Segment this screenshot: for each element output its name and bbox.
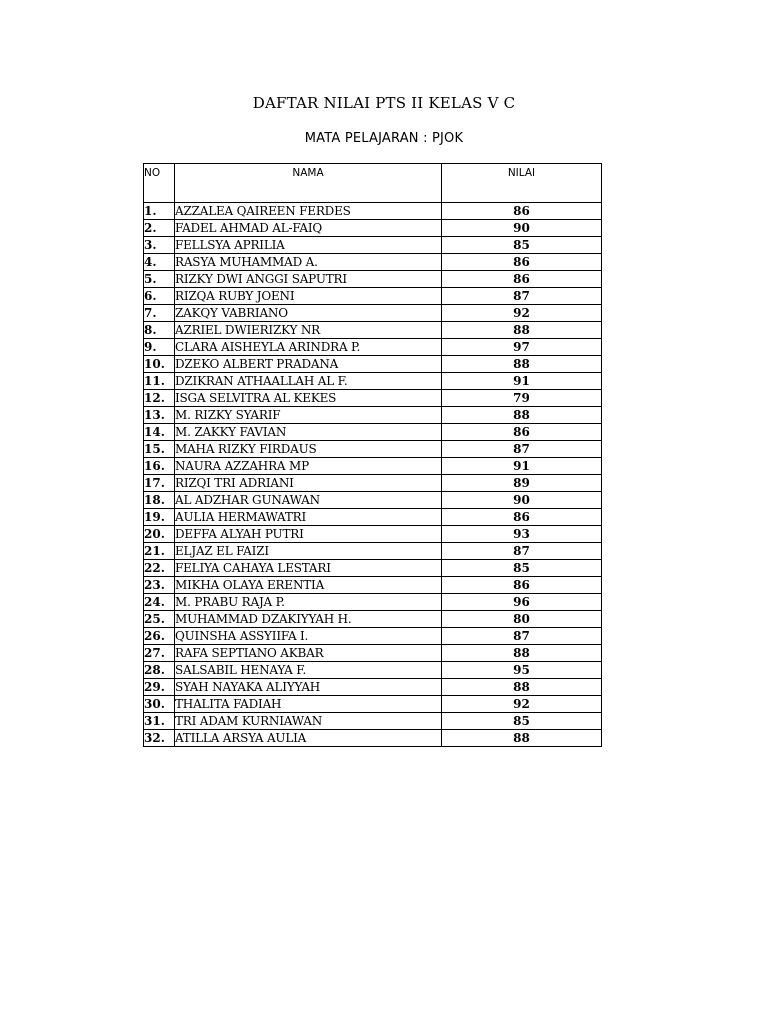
table-row bbox=[144, 492, 602, 509]
student-score: 86 bbox=[442, 203, 602, 220]
row-number: 15. bbox=[144, 441, 175, 458]
row-number: 14. bbox=[144, 424, 175, 441]
student-name: DEFFA ALYAH PUTRI bbox=[175, 526, 442, 543]
student-score: 93 bbox=[442, 526, 602, 543]
table-row bbox=[144, 509, 602, 526]
row-number: 3. bbox=[144, 237, 175, 254]
student-name: M. PRABU RAJA P. bbox=[175, 594, 442, 611]
row-number: 17. bbox=[144, 475, 175, 492]
row-number: 7. bbox=[144, 305, 175, 322]
student-score: 87 bbox=[442, 543, 602, 560]
row-number: 25. bbox=[144, 611, 175, 628]
row-number: 9. bbox=[144, 339, 175, 356]
student-score: 88 bbox=[442, 645, 602, 662]
document-subtitle: MATA PELAJARAN : PJOK bbox=[304, 131, 464, 146]
student-name: ZAKQY VABRIANO bbox=[175, 305, 442, 322]
student-score: 87 bbox=[442, 628, 602, 645]
row-number: 10. bbox=[144, 356, 175, 373]
row-number: 28. bbox=[144, 662, 175, 679]
table-row bbox=[144, 271, 602, 288]
student-score: 96 bbox=[442, 594, 602, 611]
table-row bbox=[144, 713, 602, 730]
table-row bbox=[144, 305, 602, 322]
student-name: CLARA AISHEYLA ARINDRA P. bbox=[175, 339, 442, 356]
table-header-row bbox=[144, 164, 602, 203]
student-name: RASYA MUHAMMAD A. bbox=[175, 254, 442, 271]
row-number: 12. bbox=[144, 390, 175, 407]
table-row bbox=[144, 662, 602, 679]
student-score: 87 bbox=[442, 441, 602, 458]
table-row bbox=[144, 645, 602, 662]
header-name: NAMA bbox=[175, 164, 442, 203]
row-number: 22. bbox=[144, 560, 175, 577]
table-row bbox=[144, 594, 602, 611]
student-name: DZEKO ALBERT PRADANA bbox=[175, 356, 442, 373]
table-row bbox=[144, 390, 602, 407]
row-number: 21. bbox=[144, 543, 175, 560]
table-row bbox=[144, 696, 602, 713]
table-row bbox=[144, 730, 602, 747]
student-name: TRI ADAM KURNIAWAN bbox=[175, 713, 442, 730]
row-number: 32. bbox=[144, 730, 175, 747]
student-score: 88 bbox=[442, 679, 602, 696]
student-name: FELLSYA APRILIA bbox=[175, 237, 442, 254]
table-row bbox=[144, 373, 602, 390]
student-name: ISGA SELVITRA AL KEKES bbox=[175, 390, 442, 407]
table-row bbox=[144, 424, 602, 441]
table-row bbox=[144, 254, 602, 271]
student-score: 90 bbox=[442, 220, 602, 237]
row-number: 24. bbox=[144, 594, 175, 611]
row-number: 30. bbox=[144, 696, 175, 713]
table-row bbox=[144, 577, 602, 594]
table-row bbox=[144, 322, 602, 339]
student-name: M. ZAKKY FAVIAN bbox=[175, 424, 442, 441]
student-name: SYAH NAYAKA ALIYYAH bbox=[175, 679, 442, 696]
student-name: ATILLA ARSYA AULIA bbox=[175, 730, 442, 747]
student-score: 86 bbox=[442, 424, 602, 441]
student-score: 86 bbox=[442, 254, 602, 271]
student-name: DZIKRAN ATHAALLAH AL F. bbox=[175, 373, 442, 390]
row-number: 11. bbox=[144, 373, 175, 390]
student-score: 79 bbox=[442, 390, 602, 407]
student-name: AULIA HERMAWATRI bbox=[175, 509, 442, 526]
table-row bbox=[144, 356, 602, 373]
table-row bbox=[144, 220, 602, 237]
student-name: ELJAZ EL FAIZI bbox=[175, 543, 442, 560]
student-score: 85 bbox=[442, 560, 602, 577]
student-name: RIZQI TRI ADRIANI bbox=[175, 475, 442, 492]
row-number: 23. bbox=[144, 577, 175, 594]
table-row bbox=[144, 526, 602, 543]
student-name: MUHAMMAD DZAKIYYAH H. bbox=[175, 611, 442, 628]
row-number: 31. bbox=[144, 713, 175, 730]
student-score: 88 bbox=[442, 407, 602, 424]
student-name: FELIYA CAHAYA LESTARI bbox=[175, 560, 442, 577]
student-score: 95 bbox=[442, 662, 602, 679]
student-score: 97 bbox=[442, 339, 602, 356]
header-score: NILAI bbox=[442, 164, 602, 203]
table-row bbox=[144, 628, 602, 645]
student-name: AZRIEL DWIERIZKY NR bbox=[175, 322, 442, 339]
student-score: 87 bbox=[442, 288, 602, 305]
student-score: 91 bbox=[442, 458, 602, 475]
row-number: 26. bbox=[144, 628, 175, 645]
table-row bbox=[144, 475, 602, 492]
student-name: SALSABIL HENAYA F. bbox=[175, 662, 442, 679]
row-number: 5. bbox=[144, 271, 175, 288]
table-row bbox=[144, 611, 602, 628]
student-score: 85 bbox=[442, 713, 602, 730]
student-name: RIZKY DWI ANGGI SAPUTRI bbox=[175, 271, 442, 288]
student-score: 88 bbox=[442, 322, 602, 339]
student-name: RAFA SEPTIANO AKBAR bbox=[175, 645, 442, 662]
student-score: 90 bbox=[442, 492, 602, 509]
row-number: 19. bbox=[144, 509, 175, 526]
table-row bbox=[144, 441, 602, 458]
row-number: 16. bbox=[144, 458, 175, 475]
table-row bbox=[144, 339, 602, 356]
table-row bbox=[144, 203, 602, 220]
table-row bbox=[144, 288, 602, 305]
student-score: 80 bbox=[442, 611, 602, 628]
student-name: NAURA AZZAHRA MP bbox=[175, 458, 442, 475]
table-row bbox=[144, 543, 602, 560]
table-body bbox=[144, 203, 602, 747]
student-name: THALITA FADIAH bbox=[175, 696, 442, 713]
row-number: 27. bbox=[144, 645, 175, 662]
row-number: 2. bbox=[144, 220, 175, 237]
student-name: MAHA RIZKY FIRDAUS bbox=[175, 441, 442, 458]
row-number: 18. bbox=[144, 492, 175, 509]
student-name: RIZQA RUBY JOENI bbox=[175, 288, 442, 305]
header-no: NO bbox=[144, 164, 175, 203]
row-number: 29. bbox=[144, 679, 175, 696]
student-name: M. RIZKY SYARIF bbox=[175, 407, 442, 424]
row-number: 13. bbox=[144, 407, 175, 424]
row-number: 20. bbox=[144, 526, 175, 543]
student-score: 89 bbox=[442, 475, 602, 492]
student-name: AZZALEA QAIREEN FERDES bbox=[175, 203, 442, 220]
student-name: AL ADZHAR GUNAWAN bbox=[175, 492, 442, 509]
student-score: 88 bbox=[442, 730, 602, 747]
table-row bbox=[144, 679, 602, 696]
table-row bbox=[144, 560, 602, 577]
grades-table bbox=[143, 163, 602, 747]
student-score: 92 bbox=[442, 696, 602, 713]
student-score: 92 bbox=[442, 305, 602, 322]
student-name: QUINSHA ASSYIIFA I. bbox=[175, 628, 442, 645]
row-number: 1. bbox=[144, 203, 175, 220]
student-score: 86 bbox=[442, 509, 602, 526]
student-name: FADEL AHMAD AL-FAIQ bbox=[175, 220, 442, 237]
student-score: 86 bbox=[442, 577, 602, 594]
row-number: 8. bbox=[144, 322, 175, 339]
document-title: DAFTAR NILAI PTS II KELAS V C bbox=[252, 94, 516, 112]
table-row bbox=[144, 237, 602, 254]
student-name: MIKHA OLAYA ERENTIA bbox=[175, 577, 442, 594]
student-score: 86 bbox=[442, 271, 602, 288]
row-number: 4. bbox=[144, 254, 175, 271]
row-number: 6. bbox=[144, 288, 175, 305]
student-score: 88 bbox=[442, 356, 602, 373]
table-row bbox=[144, 407, 602, 424]
table-row bbox=[144, 458, 602, 475]
student-score: 85 bbox=[442, 237, 602, 254]
student-score: 91 bbox=[442, 373, 602, 390]
